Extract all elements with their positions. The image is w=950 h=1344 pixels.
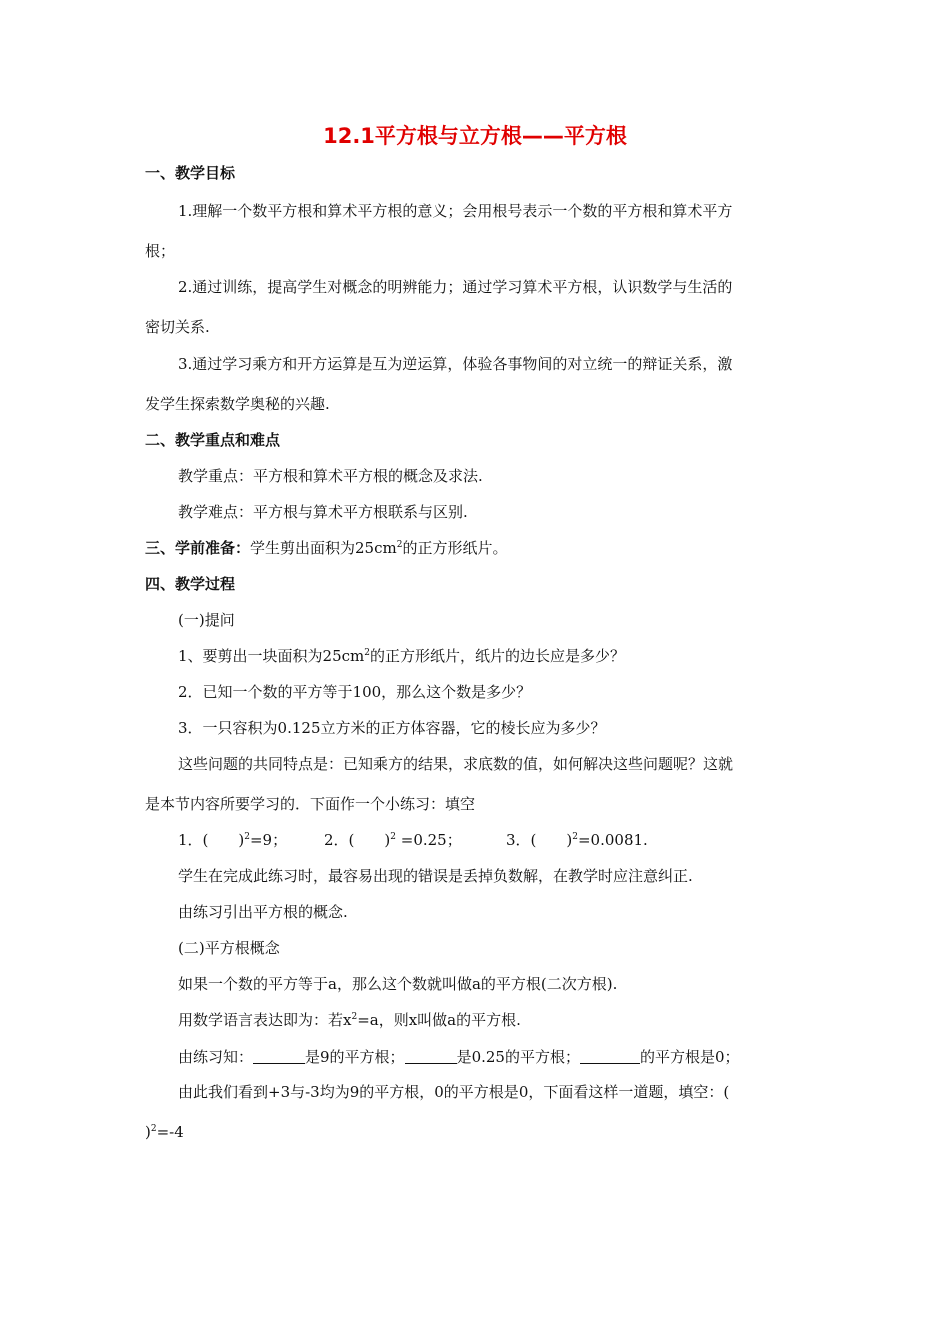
preparation-sup: 2 [396, 540, 403, 550]
lead-in: 由练习引出平方根的概念. [178, 903, 348, 921]
exercise-3-sup: 2 [572, 832, 578, 842]
blank-2[interactable] [405, 1049, 457, 1064]
objective-3-line-1: 3.通过学习乘方和开方运算是互为逆运算，体验各事物间的对立统一的辩证关系，激 [178, 355, 733, 373]
fill-blank-d: 的平方根是0； [639, 1048, 740, 1066]
subheading-concept: (二)平方根概念 [178, 939, 280, 957]
question-1-sup: 2 [364, 648, 370, 658]
exercise-2-a: 2．( ) [324, 831, 391, 849]
blank-1[interactable] [253, 1049, 305, 1064]
heading-preparation: 三、学前准备： [145, 539, 251, 557]
exercise-1 [178, 833, 287, 848]
document-title: 12.1平方根与立方根——平方根 [323, 124, 627, 148]
question-1 [178, 649, 625, 664]
preparation-line [145, 541, 507, 556]
question-3: 3．一只容积为0.125立方米的正方体容器，它的棱长应为多少？ [178, 719, 606, 737]
blank-3[interactable] [580, 1049, 640, 1064]
objective-1-line-2: 根； [145, 242, 176, 260]
heading-key-points: 二、教学重点和难点 [145, 431, 281, 449]
fill-blank-a: 由练习知： [178, 1048, 254, 1066]
exercise-2-b: =0.25； [395, 831, 462, 849]
common-feature-line-1: 这些问题的共同特点是：已知乘方的结果，求底数的值，如何解决这些问题呢？这就 [178, 755, 734, 773]
exercise-1-sup: 2 [244, 832, 250, 842]
exercise-3 [506, 833, 648, 848]
definition: 如果一个数的平方等于a，那么这个数就叫做a的平方根(二次方根). [178, 975, 618, 993]
math-expression [178, 1013, 521, 1028]
exercise-2 [324, 833, 462, 848]
observation-line-1: 由此我们看到+3与-3均为9的平方根，0的平方根是0，下面看这样一道题，填空：( [178, 1083, 730, 1101]
observation-sup: 2 [150, 1124, 157, 1134]
exercise-3-a: 3．( ) [506, 831, 573, 849]
objective-2-line-2: 密切关系. [145, 318, 210, 336]
objective-3-line-2: 发学生探索数学奥秘的兴趣. [145, 395, 330, 413]
heading-process: 四、教学过程 [145, 575, 236, 593]
observation-line-2 [145, 1125, 184, 1140]
question-1-b: 的正方形纸片，纸片的边长应是多少？ [370, 647, 626, 665]
key-point: 教学重点：平方根和算术平方根的概念及求法. [178, 467, 483, 485]
fill-blank-c: 是0.25的平方根； [456, 1048, 580, 1066]
math-expression-a: 用数学语言表达即为：若x [178, 1011, 352, 1029]
fill-blank-line [178, 1049, 740, 1065]
observation-c: =-4 [156, 1123, 184, 1141]
common-feature-line-2: 是本节内容所要学习的．下面作一个小练习：填空 [145, 795, 476, 813]
exercise-3-b: =0.0081. [577, 831, 648, 849]
objective-1-line-1: 1.理解一个数平方根和算术平方根的意义；会用根号表示一个数的平方根和算术平方 [178, 202, 733, 220]
question-2: 2．已知一个数的平方等于100，那么这个数是多少？ [178, 683, 532, 701]
heading-objectives: 一、教学目标 [145, 164, 236, 182]
objective-2-line-1: 2.通过训练，提高学生对概念的明辨能力；通过学习算术平方根，认识数学与生活的 [178, 278, 733, 296]
exercise-1-b: =9； [249, 831, 288, 849]
question-1-a: 1、要剪出一块面积为25cm [178, 647, 365, 665]
exercise-2-sup: 2 [390, 832, 396, 842]
exercise-1-a: 1．( ) [178, 831, 245, 849]
subheading-questions: (一)提问 [178, 611, 235, 629]
preparation-text-b: 的正方形纸片。 [402, 539, 508, 557]
fill-blank-b: 是9的平方根； [305, 1048, 405, 1066]
math-expression-b: =a，则x叫做a的平方根. [357, 1011, 521, 1029]
common-error: 学生在完成此练习时，最容易出现的错误是丢掉负数解，在教学时应注意纠正. [178, 867, 693, 885]
difficult-point: 教学难点：平方根与算术平方根联系与区别. [178, 503, 468, 521]
observation-b: ) [145, 1123, 151, 1141]
math-expression-sup: 2 [351, 1012, 358, 1022]
preparation-text-a: 学生剪出面积为25cm [250, 539, 397, 557]
